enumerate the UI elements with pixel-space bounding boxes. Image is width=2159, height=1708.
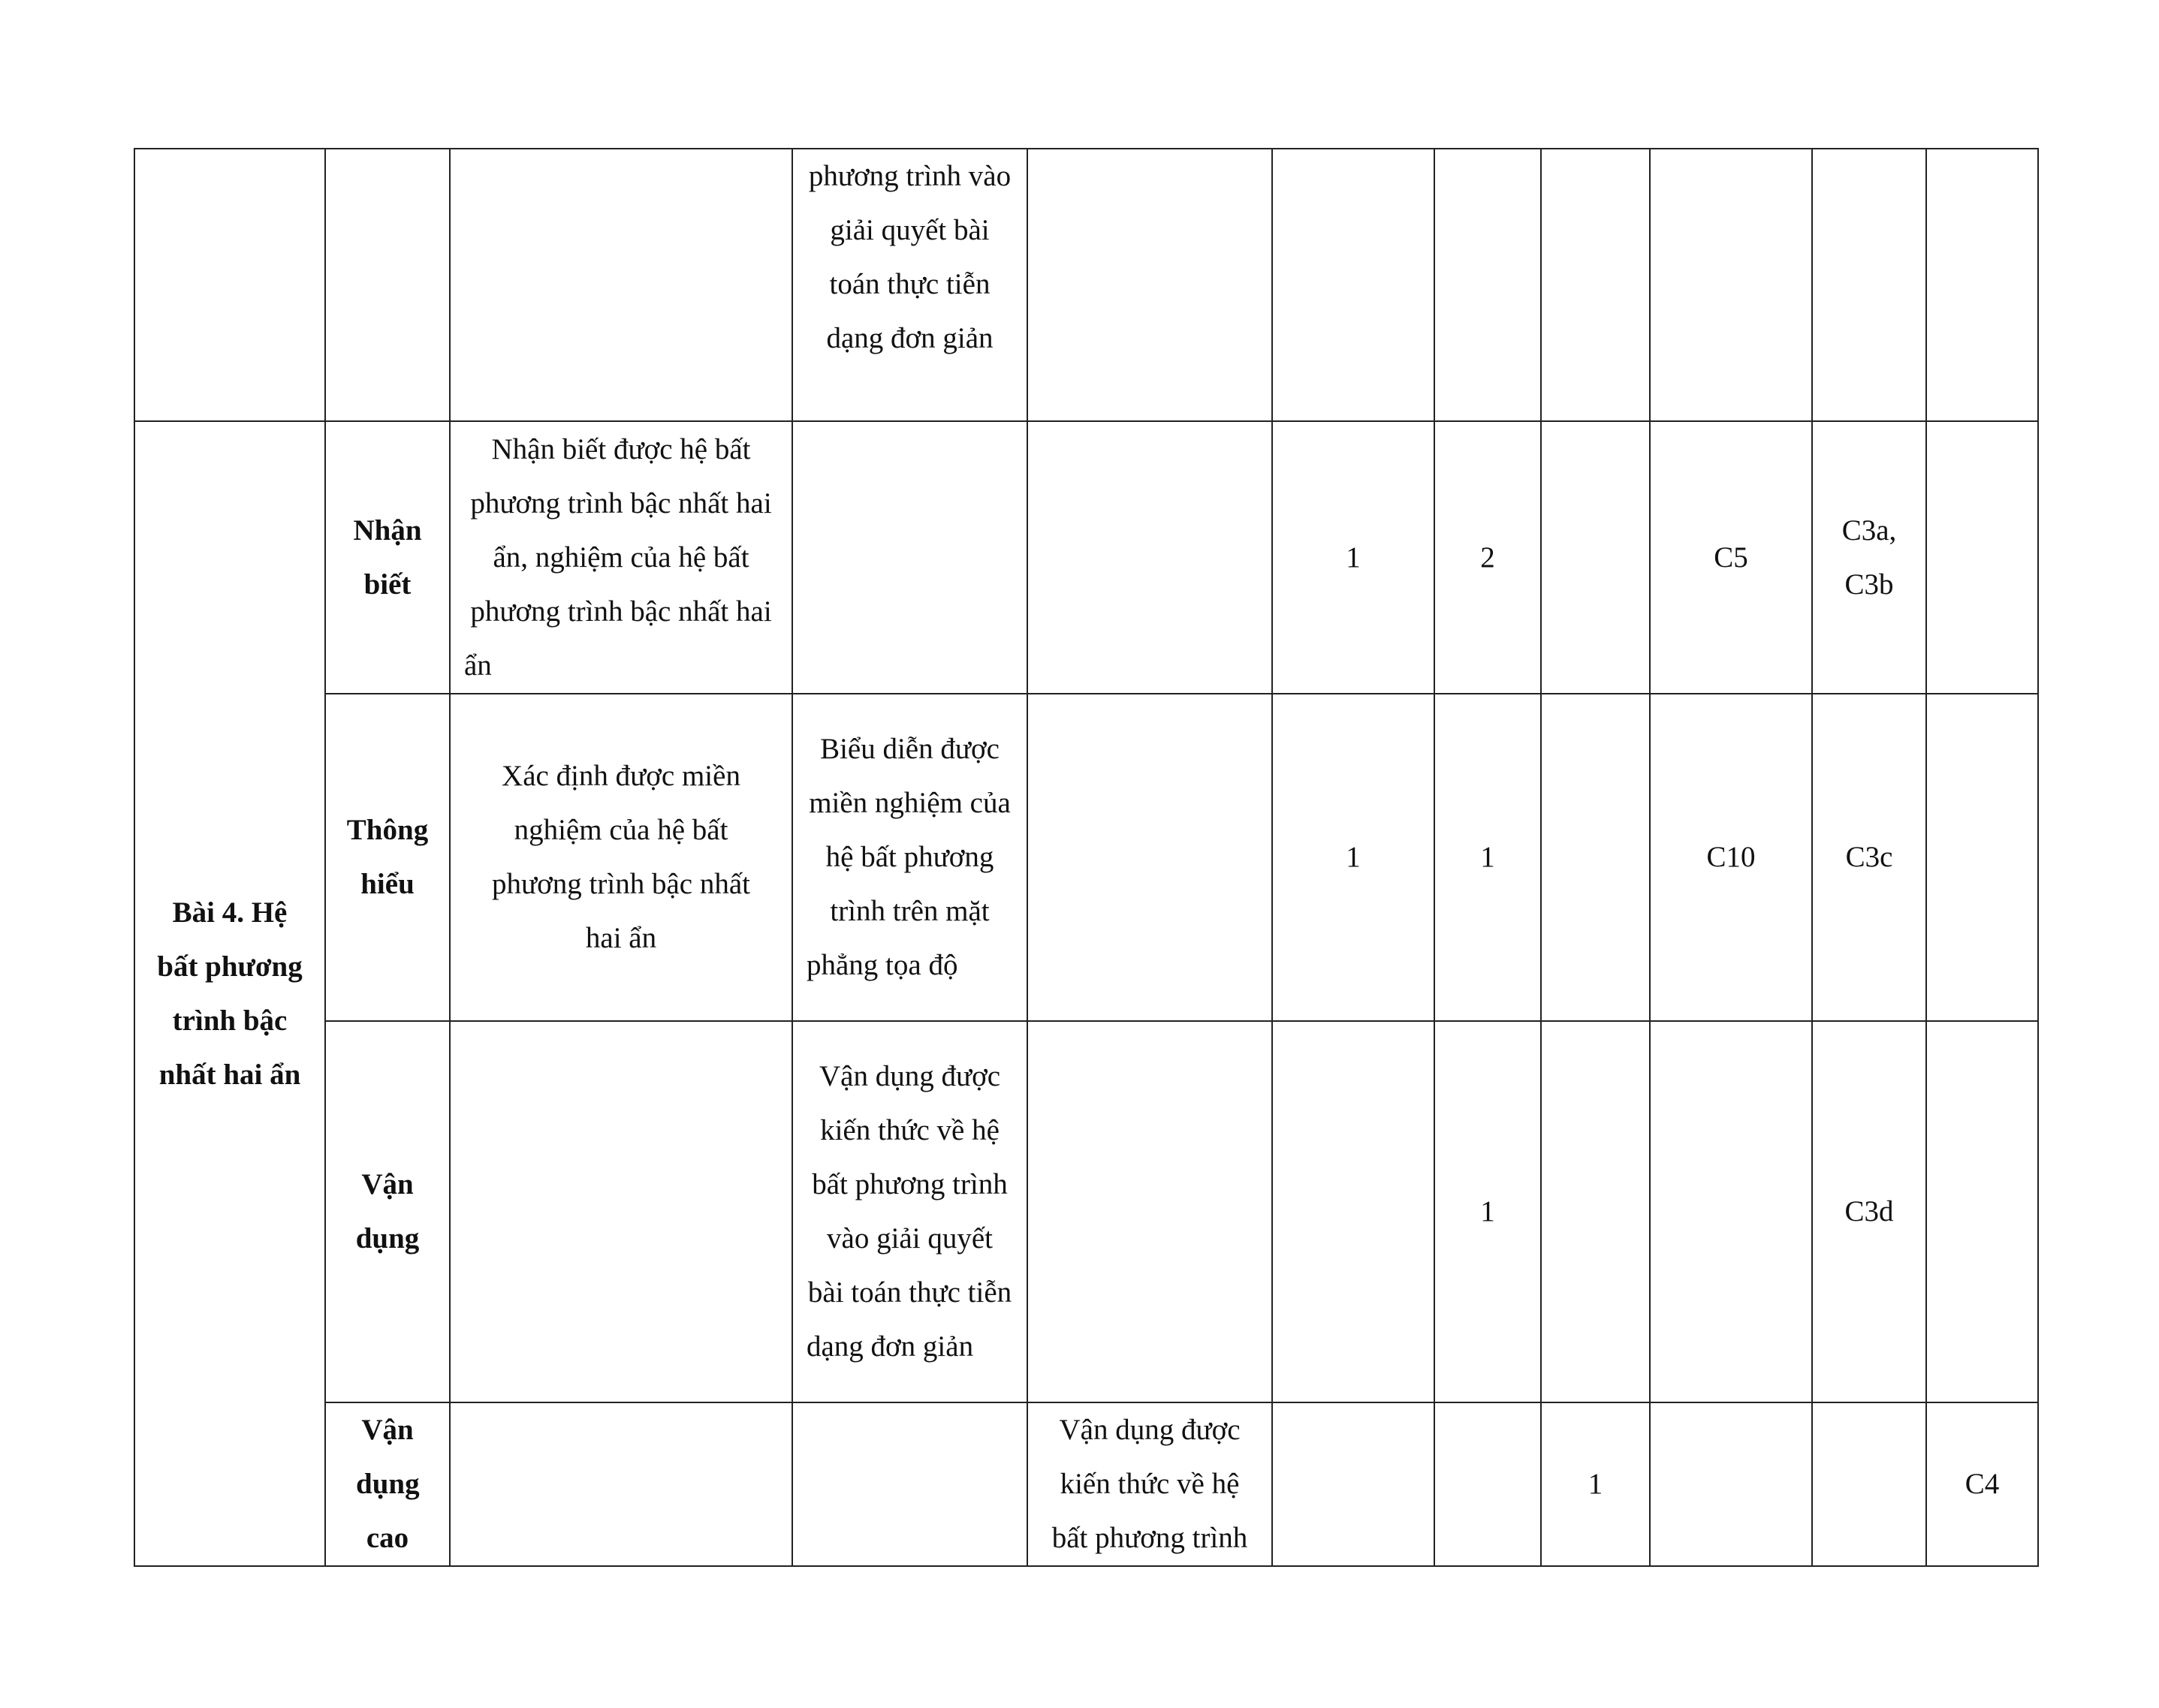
continuation-text: phương trình vào giải quyết bài toán thực tiễn dạng đơn giản [808,160,1012,354]
question-cell [1812,1021,1926,1402]
question-ref: C3c [1845,841,1893,873]
question-cell [1650,1402,1812,1566]
cell-col5 [1027,1021,1272,1402]
question-cell [1812,1402,1926,1566]
question-cell [1926,1402,2038,1566]
question-ref: C3a, C3b [1841,514,1897,601]
question-ref: C5 [1714,541,1748,574]
cell-col5 [1027,421,1272,694]
question-ref: C3d [1844,1195,1894,1228]
table-row [134,694,2038,1021]
requirement-cell [450,421,792,694]
count-value: 1 [1346,841,1361,873]
question-ref: C4 [1965,1468,2000,1500]
count-cell [1541,1021,1650,1402]
table-row-continuation [134,149,2038,421]
cell-continuation-text [792,149,1027,421]
requirement-cell [450,694,792,1021]
question-cell [1650,694,1812,1021]
question-cell [1650,1021,1812,1402]
requirement-text: Biểu diễn được miền nghiệm của hệ bất phương trình trên mặt phẳng tọa độ [807,733,1011,981]
cell-col5-empty [1027,149,1272,421]
table-row [134,1021,2038,1402]
table-row [134,1402,2038,1566]
assessment-matrix-table [134,148,2039,1567]
level-cell [325,421,450,694]
count-cell [1272,421,1434,694]
count-cell [1541,694,1650,1021]
cell-col3-empty [450,149,792,421]
requirement-text: Vận dụng được kiến thức về hệ bất phương trình [1051,1414,1248,1554]
level-label: Vận dụng cao [356,1414,420,1554]
cell-col5 [1027,694,1272,1021]
count-value: 2 [1480,541,1495,574]
count-cell [1434,1021,1541,1402]
question-ref: C10 [1706,841,1756,873]
question-cell [1812,421,1926,694]
count-value: 1 [1480,841,1495,873]
question-cell [1926,694,2038,1021]
count-cell [1272,1402,1434,1566]
requirement-cell [450,1402,792,1566]
count-value: 1 [1588,1468,1603,1500]
lesson-title-cell [134,421,325,1566]
level-cell [325,1402,450,1566]
requirement-cell [792,1021,1027,1402]
level-label: Vận dụng [355,1168,420,1255]
cell-n2-empty [1434,149,1541,421]
level-cell [325,694,450,1021]
requirement-cell [792,694,1027,1021]
table-row [134,421,2038,694]
count-cell [1541,1402,1650,1566]
question-cell [1926,421,2038,694]
cell-col4 [792,421,1027,694]
count-cell [1541,421,1650,694]
requirement-cell [792,1402,1027,1566]
count-cell [1434,1402,1541,1566]
lesson-title: Bài 4. Hệ bất phương trình bậc nhất hai ẩn [157,896,303,1091]
count-cell [1434,694,1541,1021]
cell-n3-empty [1541,149,1650,421]
cell-lesson-empty [134,149,325,421]
requirement-text: Xác định được miền nghiệm của hệ bất phương trình bậc nhất hai ẩn [492,760,750,954]
requirement-text: Vận dụng được kiến thức về hệ bất phương trình vào giải quyết bài toán thực tiễn dạng đơn giản [807,1060,1012,1363]
requirement-cell [450,1021,792,1402]
cell-n1-empty [1272,149,1434,421]
level-label: Thông hiểu [346,814,429,900]
cell-level-empty [325,149,450,421]
count-cell [1272,1021,1434,1402]
count-cell [1434,421,1541,694]
count-value: 1 [1346,541,1361,574]
cell-q2-empty [1812,149,1926,421]
question-cell [1926,1021,2038,1402]
question-cell [1650,421,1812,694]
level-label: Nhận biết [353,514,422,601]
count-value: 1 [1480,1195,1495,1228]
requirement-text: Nhận biết được hệ bất phương trình bậc nhất hai ẩn, nghiệm của hệ bất phương trình bậc nhất hai ẩn [464,432,772,682]
count-cell [1272,694,1434,1021]
level-cell [325,1021,450,1402]
requirement-cell [1027,1402,1272,1566]
cell-q3-empty [1926,149,2038,421]
question-cell [1812,694,1926,1021]
cell-q1-empty [1650,149,1812,421]
